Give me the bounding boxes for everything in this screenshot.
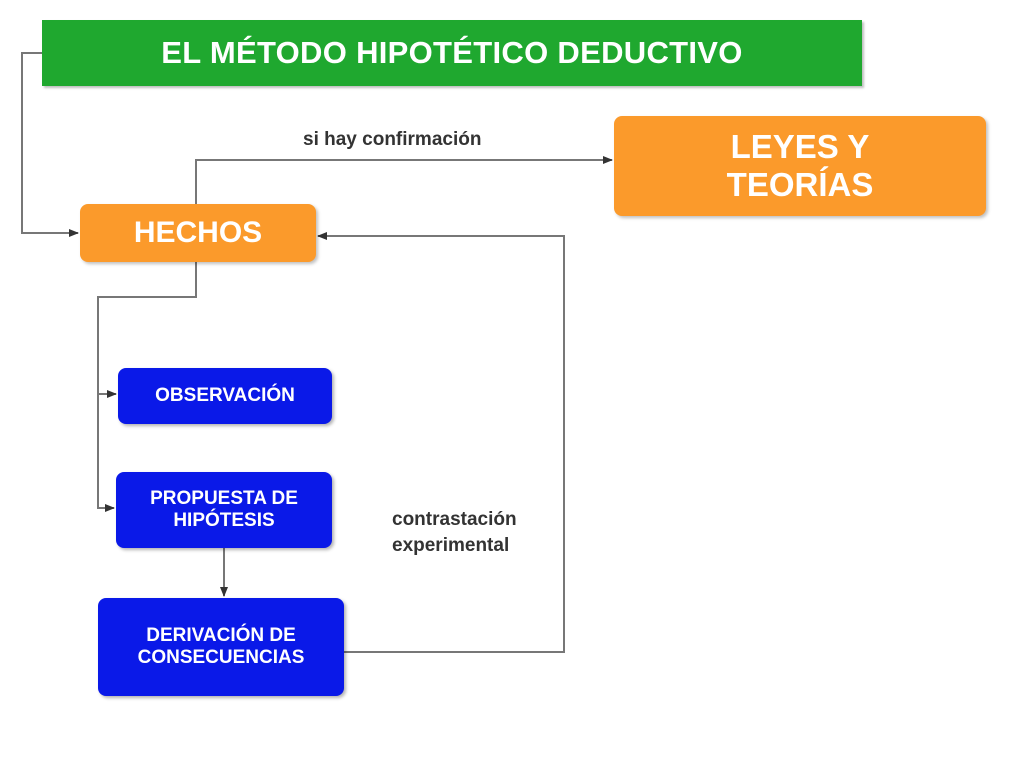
node-leyes-teorias: LEYES Y TEORÍAS <box>614 116 986 216</box>
node-propuesta-hipotesis: PROPUESTA DE HIPÓTESIS <box>116 472 332 548</box>
node-observacion: OBSERVACIÓN <box>118 368 332 424</box>
edge-label-confirmacion: si hay confirmación <box>303 129 482 150</box>
connector-derivacion-to-hechos <box>318 236 564 652</box>
connector-hechos-to-leyes <box>196 160 612 204</box>
connector-hechos-to-propuesta <box>98 394 114 508</box>
diagram-title: EL MÉTODO HIPOTÉTICO DEDUCTIVO <box>42 20 862 86</box>
node-derivacion-consecuencias: DERIVACIÓN DE CONSECUENCIAS <box>98 598 344 696</box>
edge-label-contrastacion: contrastación experimental <box>392 509 517 556</box>
node-hechos: HECHOS <box>80 204 316 262</box>
